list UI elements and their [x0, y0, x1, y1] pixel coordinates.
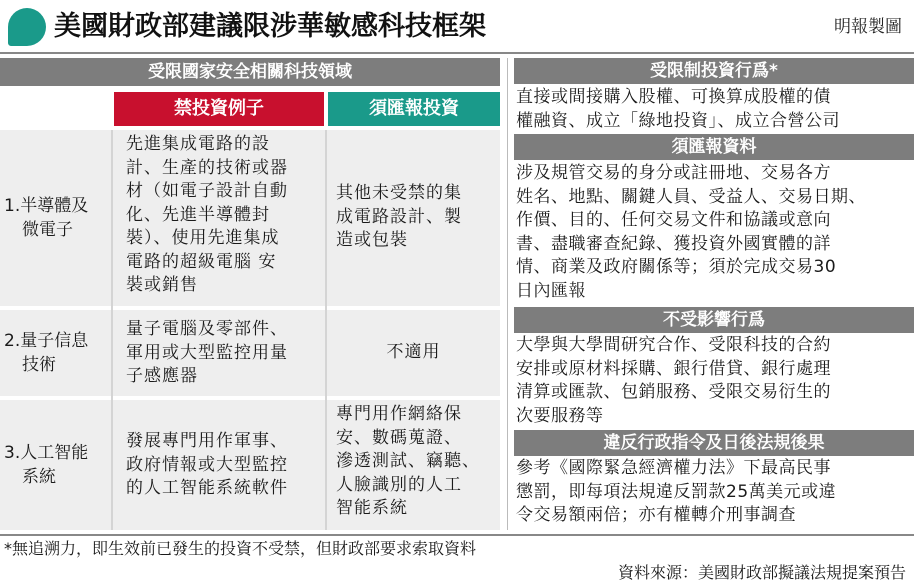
footnote: *無追溯力，即生效前已發生的投資不受禁，但財政部要求索取資料 [4, 539, 477, 558]
section-heading-penalties: 違反行政指令及日後法規後果 [514, 430, 914, 456]
section-body-penalties: 參考《國際緊急經濟權力法》下最高民事 懲罰，即每項法規違反罰款25萬美元或違 令交易額兩倍；亦有權轉介刑事調查 [516, 458, 837, 525]
banned-cell-1: 先進集成電路的設 計、生產的技術或器 材（如電子設計自動 化、先進半導體封 裝）、使用先進集成 電路的超級電腦 安 裝或銷售 [126, 134, 288, 295]
section-heading-restricted: 受限制投資行爲* [514, 58, 914, 84]
banned-cell-2: 量子電腦及零部件、 軍用或大型監控用量 子感應器 [126, 319, 288, 386]
section-body-unaffected: 大學與大學間研究合作、受限科技的合約 安排或原材料採購、銀行借貸、銀行處理 清算或匯款、包銷服務、受限交易衍生的 次要服務等 [516, 335, 831, 426]
bottom-rule [0, 534, 914, 536]
left-panel-header: 受限國家安全相關科技領域 [0, 58, 500, 86]
speech-bubble-icon [8, 8, 46, 46]
column-separator [111, 130, 113, 530]
row-label-2: 2.量子信息 技術 [4, 331, 89, 375]
report-cell-2: 不適用 [386, 342, 441, 363]
row-label-1: 1.半導體及 微電子 [4, 196, 89, 240]
page-title: 美國財政部建議限涉華敏感科技框架 [54, 11, 486, 42]
panel-divider [507, 58, 508, 530]
title-rule [0, 52, 914, 54]
banned-cell-3: 發展專門用作軍事、 政府情報或大型監控 的人工智能系統軟件 [126, 431, 288, 498]
report-cell-3: 專門用作網絡保 安、數碼蒐證、 滲透測試、竊聽、 人臉識別的人工 智能系統 [336, 404, 480, 518]
section-heading-unaffected: 不受影響行爲 [514, 307, 914, 333]
source-note: 資料來源：美國財政部擬議法規提案預告 [617, 563, 906, 582]
section-body-reporting: 涉及規管交易的身分或註冊地、交易各方 姓名、地點、關鍵人員、受益人、交易日期、 作價、目的、任何交易文件和協議或意向 書、盡職審查紀錄、獲投資外國實體的詳 情、商業及政府關係等；須於完成交易30 日內匯報 [516, 163, 866, 301]
credit-label: 明報製圖 [834, 17, 902, 37]
section-body-restricted: 直接或間接購入股權、可換算成股權的債 權融資、成立「綠地投資」、成立合營公司 [516, 87, 840, 131]
column-header-banned: 禁投資例子 [114, 92, 324, 126]
report-cell-1: 其他未受禁的集 成電路設計、製 造或包裝 [336, 183, 462, 250]
column-header-report: 須匯報投資 [328, 92, 500, 126]
section-heading-reporting: 須匯報資料 [514, 134, 914, 160]
row-label-3: 3.人工智能 系統 [4, 443, 89, 487]
